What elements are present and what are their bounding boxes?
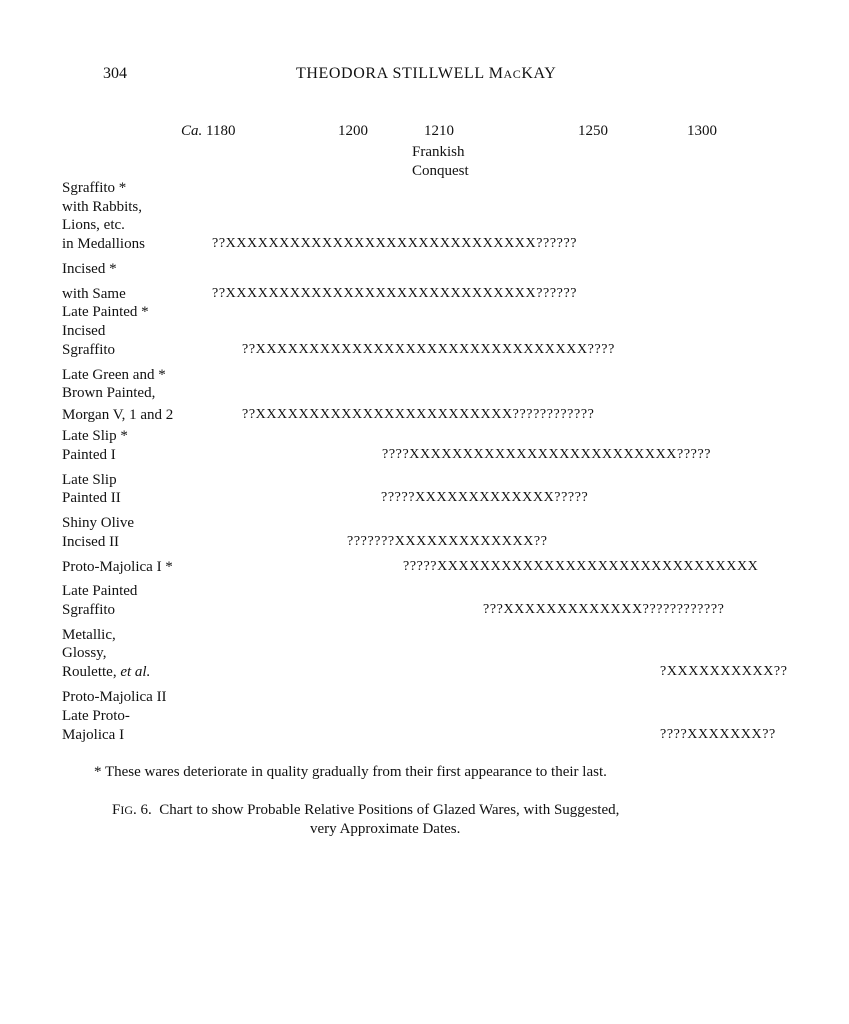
ware-label-line: Painted I xyxy=(62,447,116,463)
page-number: 304 xyxy=(103,65,127,82)
ware-label-line: Painted II xyxy=(62,490,121,506)
date-range-marks: ??XXXXXXXXXXXXXXXXXXXXXXXXXXXXXXX???? xyxy=(242,342,615,357)
date-1180: Ca. 1180 xyxy=(181,123,236,139)
date-range-marks: ?????XXXXXXXXXXXXX????? xyxy=(381,490,589,505)
ware-label-line: Incised II xyxy=(62,534,120,550)
date-range-marks: ??XXXXXXXXXXXXXXXXXXXXXXXXXXXXX?????? xyxy=(212,286,578,301)
ware-label-line: Late Painted * xyxy=(62,304,149,320)
figure-caption: FIG. 6. Chart to show Probable Relative Positions of Glazed Wares, with Suggested, xyxy=(112,802,620,818)
ware-label-line: Lions, etc. xyxy=(62,217,125,233)
date-1250: 1250 xyxy=(578,123,608,139)
ware-label-line: Roulette, et al. xyxy=(62,664,151,680)
author-name-end: KAY xyxy=(521,65,557,82)
ware-label-line: Late Slip * xyxy=(62,428,128,444)
ware-label-line: in Medallions xyxy=(62,236,145,252)
ware-label-line: Morgan V, 1 and 2 xyxy=(62,407,174,423)
date-range-marks: ????XXXXXXX?? xyxy=(660,727,776,742)
ware-label-line: Brown Painted, xyxy=(62,385,156,401)
ware-label-line: Late Green and * xyxy=(62,367,166,383)
ware-label-line: Shiny Olive xyxy=(62,515,135,531)
date-1300: 1300 xyxy=(687,123,717,139)
figure-caption-line2: very Approximate Dates. xyxy=(310,821,461,837)
date-range-marks: ???????XXXXXXXXXXXXX?? xyxy=(347,534,548,549)
ware-label-line: Proto-Majolica I * xyxy=(62,559,173,575)
et-al: et al. xyxy=(120,664,151,680)
ware-label-line: Proto-Majolica II xyxy=(62,689,167,705)
author-name-small: AC xyxy=(503,67,522,81)
ware-label-line: Late Slip xyxy=(62,472,117,488)
ware-label-line: Sgraffito * xyxy=(62,180,127,196)
running-head xyxy=(296,66,556,82)
ware-label-line: Metallic, xyxy=(62,627,116,643)
date-1200: 1200 xyxy=(338,123,368,139)
ware-label-line: Incised xyxy=(62,323,106,339)
ware-label-line: Glossy, xyxy=(62,645,107,661)
date-range-marks: ??XXXXXXXXXXXXXXXXXXXXXXXX???????????? xyxy=(242,407,595,422)
ware-label-line: with Rabbits, xyxy=(62,199,143,215)
author-name: THEODORA STILLWELL M xyxy=(296,65,504,82)
date-1210: 1210 xyxy=(424,123,454,139)
ca-label: Ca. xyxy=(181,123,203,139)
date-range-marks: ?XXXXXXXXXX?? xyxy=(660,664,788,679)
date-range-marks: ???XXXXXXXXXXXXX???????????? xyxy=(483,602,725,617)
date-range-marks: ????XXXXXXXXXXXXXXXXXXXXXXXXX????? xyxy=(382,447,712,462)
ware-label-line: Incised * xyxy=(62,261,117,277)
date-range-marks: ??XXXXXXXXXXXXXXXXXXXXXXXXXXXXX?????? xyxy=(212,236,578,251)
ware-label-line: Sgraffito xyxy=(62,602,116,618)
ware-label-line: with Same xyxy=(62,286,126,302)
date-range-marks: ?????XXXXXXXXXXXXXXXXXXXXXXXXXXXXXX xyxy=(403,559,759,574)
frankish-conquest-note: Frankish Conquest xyxy=(412,144,469,179)
footnote: * These wares deteriorate in quality gradually from their first appearance to their last. xyxy=(94,764,607,780)
ware-label-line: Late Proto- xyxy=(62,708,130,724)
ware-label-line: Majolica I xyxy=(62,727,125,743)
ware-label-line: Sgraffito xyxy=(62,342,116,358)
ware-label-line: Late Painted xyxy=(62,583,138,599)
